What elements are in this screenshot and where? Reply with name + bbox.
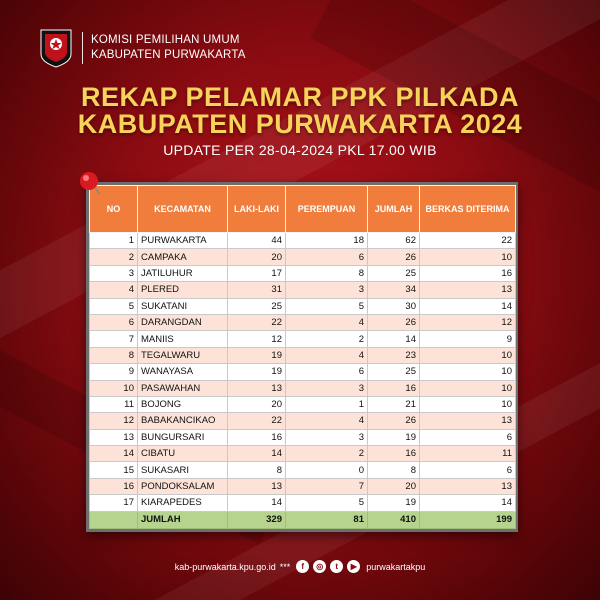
cell-jumlah: 26 [368,249,420,265]
cell-laki-laki: 8 [228,462,286,478]
table-row [90,429,516,445]
cell-jumlah: 26 [368,413,420,429]
header-berkas-diterima: BERKAS DITERIMA [420,186,516,233]
cell-no: 15 [90,462,138,478]
cell-perempuan: 4 [286,413,368,429]
cell-perempuan: 6 [286,364,368,380]
cell-kecamatan: WANAYASA [138,364,228,380]
table-row [90,331,516,347]
cell-jumlah: 16 [368,446,420,462]
cell-jumlah: 21 [368,396,420,412]
cell-kecamatan: CIBATU [138,446,228,462]
cell-laki-laki: 22 [228,413,286,429]
cell-laki-laki: 12 [228,331,286,347]
cell-laki-laki: 25 [228,298,286,314]
total-perempuan: 81 [286,511,368,528]
cell-perempuan: 6 [286,249,368,265]
cell-jumlah: 16 [368,380,420,396]
total-label: JUMLAH [138,511,228,528]
table-row [90,233,516,249]
cell-laki-laki: 13 [228,478,286,494]
cell-no: 3 [90,265,138,281]
cell-jumlah: 30 [368,298,420,314]
cell-no: 8 [90,347,138,363]
cell-jumlah: 25 [368,364,420,380]
cell-no: 17 [90,495,138,511]
table-row [90,249,516,265]
cell-kecamatan: CAMPAKA [138,249,228,265]
footer [0,560,600,573]
cell-laki-laki: 20 [228,249,286,265]
youtube-icon[interactable]: ▶ [347,560,360,573]
org-line1: KOMISI PEMILIHAN UMUM [91,34,240,46]
table-row [90,314,516,330]
cell-laki-laki: 19 [228,347,286,363]
cell-no: 4 [90,282,138,298]
cell-no: 12 [90,413,138,429]
cell-kecamatan: DARANGDAN [138,314,228,330]
cell-berkas: 16 [420,265,516,281]
cell-perempuan: 5 [286,298,368,314]
cell-perempuan: 2 [286,331,368,347]
cell-berkas: 6 [420,429,516,445]
cell-kecamatan: SUKATANI [138,298,228,314]
cell-jumlah: 19 [368,495,420,511]
cell-no: 6 [90,314,138,330]
cell-perempuan: 18 [286,233,368,249]
title-line2: KABUPATEN PURWAKARTA 2024 [77,109,523,139]
social-icons [296,560,360,573]
pushpin-icon [78,170,104,196]
cell-laki-laki: 31 [228,282,286,298]
separator-stars: *** [279,561,291,572]
table-row [90,462,516,478]
cell-jumlah: 8 [368,462,420,478]
cell-no: 2 [90,249,138,265]
table-row [90,446,516,462]
cell-kecamatan: MANIIS [138,331,228,347]
cell-berkas: 6 [420,462,516,478]
table-row [90,298,516,314]
cell-kecamatan: JATILUHUR [138,265,228,281]
cell-laki-laki: 14 [228,495,286,511]
table-row [90,282,516,298]
cell-no: 10 [90,380,138,396]
cell-kecamatan: SUKASARI [138,462,228,478]
header-divider [82,32,83,64]
cell-no: 11 [90,396,138,412]
table-row [90,364,516,380]
cell-no: 13 [90,429,138,445]
table-row [90,495,516,511]
website-link[interactable]: kab-purwakarta.kpu.go.id [174,561,276,572]
cell-perempuan: 3 [286,429,368,445]
cell-no: 9 [90,364,138,380]
cell-berkas: 10 [420,380,516,396]
header-no: NO [90,186,138,233]
twitter-icon[interactable]: t [330,560,343,573]
cell-berkas: 13 [420,413,516,429]
total-row [90,511,516,528]
instagram-icon[interactable]: ◎ [313,560,326,573]
cell-berkas: 9 [420,331,516,347]
cell-perempuan: 1 [286,396,368,412]
cell-kecamatan: KIARAPEDES [138,495,228,511]
cell-kecamatan: BUNGURSARI [138,429,228,445]
cell-jumlah: 62 [368,233,420,249]
cell-perempuan: 7 [286,478,368,494]
table-row [90,478,516,494]
cell-kecamatan: TEGALWARU [138,347,228,363]
cell-no: 7 [90,331,138,347]
cell-jumlah: 26 [368,314,420,330]
cell-berkas: 14 [420,298,516,314]
cell-perempuan: 8 [286,265,368,281]
cell-berkas: 13 [420,478,516,494]
total-laki-laki: 329 [228,511,286,528]
social-handle[interactable]: purwakartakpu [366,561,426,572]
table-row [90,347,516,363]
cell-berkas: 12 [420,314,516,330]
cell-laki-laki: 17 [228,265,286,281]
cell-laki-laki: 19 [228,364,286,380]
table-row [90,396,516,412]
cell-jumlah: 34 [368,282,420,298]
cell-perempuan: 3 [286,380,368,396]
cell-perempuan: 2 [286,446,368,462]
total-berkas: 199 [420,511,516,528]
cell-berkas: 10 [420,396,516,412]
cell-kecamatan: PONDOKSALAM [138,478,228,494]
cell-jumlah: 19 [368,429,420,445]
cell-kecamatan: BABAKANCIKAO [138,413,228,429]
subtitle: UPDATE PER 28-04-2024 PKL 17.00 WIB [163,142,437,158]
recap-table [86,182,518,532]
cell-berkas: 10 [420,249,516,265]
table-row [90,413,516,429]
header-laki-laki: LAKI-LAKI [228,186,286,233]
title-line1: REKAP PELAMAR PPK PILKADA [80,82,520,112]
kpu-logo [38,28,74,68]
cell-laki-laki: 13 [228,380,286,396]
cell-perempuan: 4 [286,314,368,330]
cell-jumlah: 20 [368,478,420,494]
cell-laki-laki: 22 [228,314,286,330]
cell-jumlah: 14 [368,331,420,347]
cell-perempuan: 4 [286,347,368,363]
cell-berkas: 14 [420,495,516,511]
org-name [91,33,246,63]
table-header-row [90,186,516,233]
header-jumlah: JUMLAH [368,186,420,233]
cell-berkas: 10 [420,364,516,380]
facebook-icon[interactable]: f [296,560,309,573]
table-row [90,380,516,396]
cell-kecamatan: PASAWAHAN [138,380,228,396]
header-kecamatan: KECAMATAN [138,186,228,233]
cell-no: 1 [90,233,138,249]
cell-perempuan: 3 [286,282,368,298]
cell-berkas: 11 [420,446,516,462]
total-no [90,511,138,528]
cell-laki-laki: 44 [228,233,286,249]
cell-kecamatan: BOJONG [138,396,228,412]
header [38,28,246,68]
cell-perempuan: 0 [286,462,368,478]
cell-no: 14 [90,446,138,462]
header-perempuan: PEREMPUAN [286,186,368,233]
cell-no: 5 [90,298,138,314]
org-line2: KABUPATEN PURWAKARTA [91,49,246,61]
cell-jumlah: 23 [368,347,420,363]
cell-no: 16 [90,478,138,494]
cell-berkas: 13 [420,282,516,298]
cell-laki-laki: 20 [228,396,286,412]
cell-berkas: 22 [420,233,516,249]
cell-jumlah: 25 [368,265,420,281]
cell-perempuan: 5 [286,495,368,511]
total-jumlah: 410 [368,511,420,528]
table-row [90,265,516,281]
cell-kecamatan: PLERED [138,282,228,298]
cell-laki-laki: 16 [228,429,286,445]
cell-kecamatan: PURWAKARTA [138,233,228,249]
cell-berkas: 10 [420,347,516,363]
cell-laki-laki: 14 [228,446,286,462]
